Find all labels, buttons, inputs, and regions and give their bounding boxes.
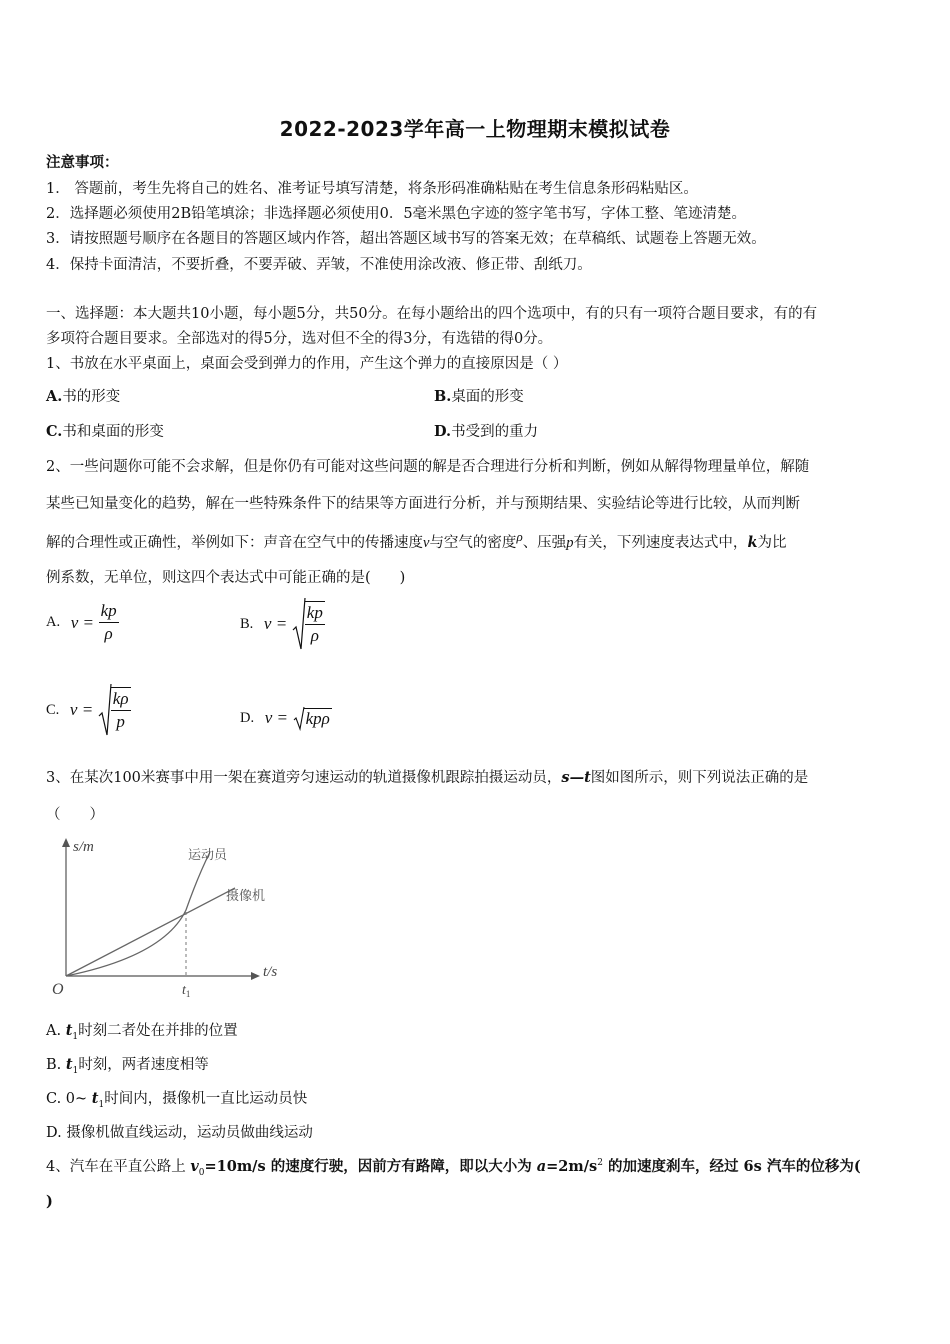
notice-item: 1． 答题前，考生先将自己的姓名、准考证号填写清楚，将条形码准确粘贴在考生信息条形码粘贴区。 [46,181,698,197]
q1-option-c: C.书和桌面的形变 [46,423,164,440]
notice-heading: 注意事项： [46,154,119,171]
sqrt-sign-icon [292,596,306,652]
q2-stem-line: 解的合理性或正确性，举例如下：声音在空气中的传播速度v与空气的密度ρ、压强p有关，下列速度表达式中，k为比 [46,529,787,551]
q3-stem-line: 3、在某次100米赛事中用一架在赛道旁匀速运动的轨道摄像机跟踪拍摄运动员，s—t图如图所示，则下列说法正确的是 [46,769,809,786]
athlete-label: 运动员 [188,847,228,862]
q3-stem-line: （ ） [46,807,104,823]
q2-option-a: A. v = $\frac{kp}{\rho}$ [46,601,117,643]
q3-st-graph [46,834,296,1000]
q4-stem-line: ) [46,1193,53,1210]
y-axis-arrow-icon [62,838,70,847]
camera-line [66,888,235,976]
notice-item: 3．请按照题号顺序在各题目的答题区域内作答，超出答题区域书写的答案无效；在草稿纸、试题卷上答题无效。 [46,231,766,247]
q3-option-b: B. $t_1$时刻，两者速度相等 [46,1056,209,1076]
q4-stem-line: 4、汽车在平直公路上 $v_0=10m/s$ 的速度行驶，因前方有路障，即以大小为 $a=2m/s^2$ 的加速度刹车，经过 6s 汽车的位移为( [46,1158,861,1178]
q2-stem-line: 例系数，无单位，则这四个表达式中可能正确的是( ) [46,570,406,586]
q2-stem-line: 2、一些问题你可能不会求解，但是你仍有可能对这些问题的解是否合理进行分析和判断，例如从解得物理量单位，解随 [46,459,810,475]
x-axis-label: t/s [263,964,278,980]
q2-option-b: B. v = $\frac{kp}{\rho}$ [240,596,325,652]
q3-option-d: D. 摄像机做直线运动，运动员做曲线运动 [46,1125,313,1141]
athlete-curve [66,852,210,976]
q3-option-c: C. 0~ $t_1$时间内，摄像机一直比运动员快 [46,1090,308,1110]
q2-option-c: C. v = $\frac{k\rho}{p}$ [46,682,131,738]
q2-stem-line: 某些已知量变化的趋势，解在一些特殊条件下的结果等方面进行分析，并与预期结果、实验结论等进行比较，从而判断 [46,496,800,512]
origin-label: O [52,981,64,998]
q1-option-a: A.书的形变 [46,388,121,405]
x-axis-arrow-icon [251,972,260,980]
t1-label: $t_1$ [182,983,191,999]
notice-item: 2．选择题必须使用2B铅笔填涂；非选择题必须使用0．5毫米黑色字迹的签字笔书写，字体工整、笔迹清楚。 [46,206,747,222]
q1-stem: 1、书放在水平桌面上，桌面会受到弹力的作用，产生这个弹力的直接原因是（ ） [46,356,568,372]
camera-label: 摄像机 [226,888,266,903]
q3-option-a: A. $t_1$时刻二者处在并排的位置 [46,1022,238,1042]
page-title: 2022-2023学年高一上物理期末模拟试卷 [279,117,671,141]
y-axis-label: s/m [73,839,94,855]
q1-option-b: B.桌面的形变 [434,388,524,405]
section-intro-line: 一、选择题：本大题共10小题，每小题5分，共50分。在每小题给出的四个选项中，有的只有一项符合题目要求，有的有 [46,306,818,322]
notice-item: 4．保持卡面清洁，不要折叠，不要弄破、弄皱，不准使用涂改液、修正带、刮纸刀。 [46,257,592,273]
sqrt-sign-icon [98,682,112,738]
section-intro-line: 多项符合题目要求。全部选对的得5分，选对但不全的得3分，有选错的得0分。 [46,331,553,347]
q1-option-d: D.书受到的重力 [434,423,539,440]
q2-option-d: D. v = kpρ [240,705,332,731]
